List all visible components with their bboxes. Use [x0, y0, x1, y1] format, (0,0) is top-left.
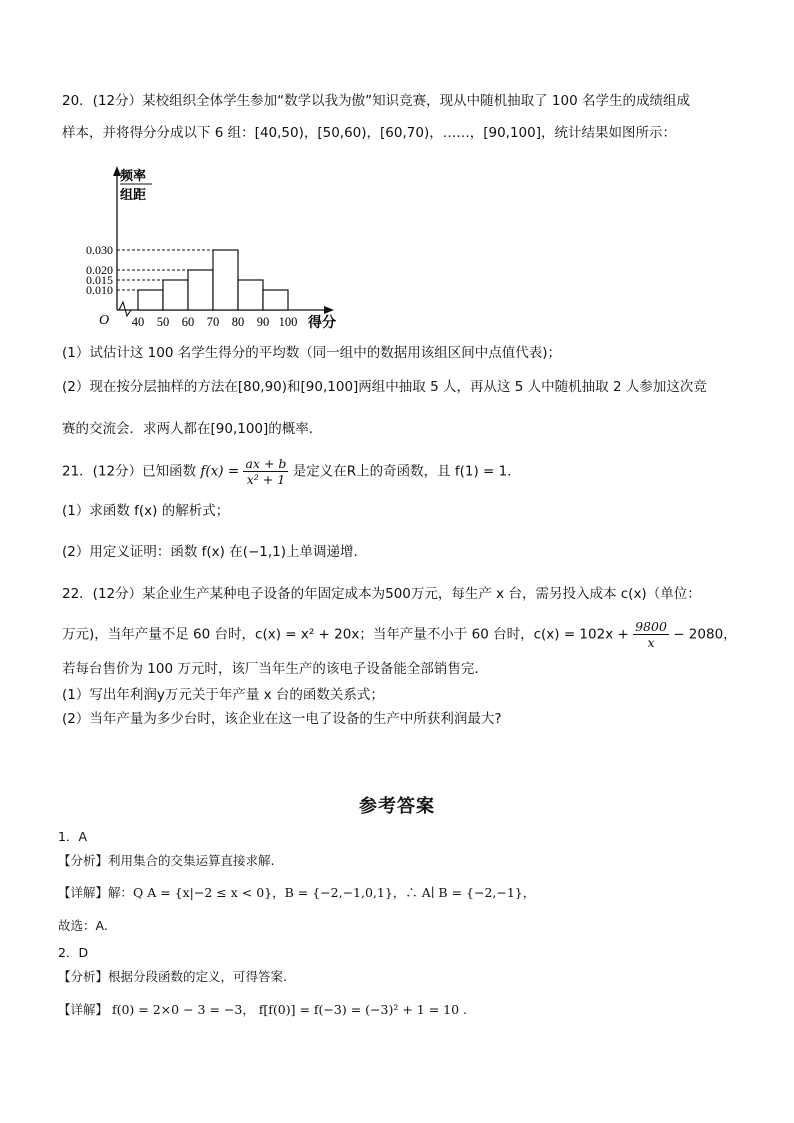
x-axis-arrow	[324, 306, 334, 314]
answer-1: 1．A	[58, 829, 88, 844]
x-axis-label: 得分	[308, 315, 336, 331]
answer-1-analysis: 【分析】利用集合的交集运算直接求解.	[58, 853, 275, 868]
q22-line2-prefix: 万元)，当年产量不足 60 台时，c(x) = x² + 20x；当年产量不小于 60 台时，c(x) = 102x +	[62, 626, 629, 643]
x-tick-label: 80	[231, 315, 245, 329]
q20-sub2a: (2）现在按分层抽样的方法在[80,90)和[90,100]两组中抽取 5 人，再从这 5 人中随机抽取 2 人参加这次竞	[62, 379, 707, 395]
q21-line1-prefix: 21．(12分）已知函数	[62, 463, 197, 480]
origin-label: O	[99, 313, 110, 328]
q22-sub2: (2）当年产量为多少台时，该企业在这一电了设备的生产中所获利润最大?	[62, 711, 502, 727]
q20-sub1: (1）试估计这 100 名学生得分的平均数（同一组中的数据用该组区间中点值代表)；	[62, 345, 561, 361]
answers-title: 参考答案	[359, 796, 435, 817]
y-tick-label: 0.010	[86, 283, 113, 297]
x-tick-label: 70	[206, 315, 220, 329]
q22-sub1: (1）写出年利润y万元关于年产量 x 台的函数关系式；	[62, 687, 384, 703]
q21-frac-num: ax + b	[245, 456, 287, 471]
frequency-histogram	[62, 158, 362, 333]
answer-1-choice: 故选：A.	[58, 918, 108, 933]
q21-fraction	[243, 456, 288, 487]
answer-1-detail: 【详解】解：Q A = {x|−2 ≤ x < 0}，B = {−2,−1,0,1}，∴ A∣ B = {−2,−1}，	[58, 885, 536, 900]
x-tick-label: 40	[131, 315, 145, 329]
answer-2-analysis: 【分析】根据分段函数的定义，可得答案.	[58, 969, 287, 984]
q20-line2: 样本，并将得分分成以下 6 组：[40,50)，[50,60)，[60,70)，……，[90,100]，统计结果如图所示：	[62, 125, 676, 141]
q22-line1: 22．(12分）某企业生产某种电子设备的年固定成本为500万元，每生产 x 台，需另投入成本 c(x)（单位：	[62, 586, 701, 602]
q22-line2-suffix: − 2080，	[673, 626, 737, 643]
y-tick-label: 0.020	[86, 263, 113, 277]
q22-line2	[62, 619, 737, 650]
q22-frac-den: x	[647, 635, 655, 650]
answer-2-detail: 【详解】 f(0) = 2×0 − 3 = −3， f[f(0)] = f(−3) = (−3)² + 1 = 10 .	[58, 1002, 467, 1017]
q22-frac-num: 9800	[635, 619, 667, 634]
q22-fraction	[633, 619, 669, 650]
q21-frac-den: x² + 1	[246, 472, 286, 487]
histogram-bar	[263, 290, 288, 310]
histogram-bar	[138, 290, 163, 310]
y-tick-label: 0.015	[86, 273, 113, 287]
q21-line1	[62, 456, 521, 487]
histogram-bar	[213, 250, 238, 310]
x-tick-label: 60	[181, 315, 195, 329]
answer-2: 2．D	[58, 945, 89, 960]
q21-func-left: f(x) =	[200, 463, 240, 480]
q20-sub2b: 赛的交流会．求两人都在[90,100]的概率．	[62, 421, 323, 437]
q22-line3: 若每台售价为 100 万元时，该厂当年生产的该电子设备能全部销售完．	[62, 661, 488, 677]
histogram-bar	[238, 280, 263, 310]
y-axis-label-bottom: 组距	[120, 188, 147, 203]
histogram-bar	[188, 270, 213, 310]
x-tick-label: 50	[156, 315, 170, 329]
q20-line1: 20．(12分）某校组织全体学生参加“数学以我为傲”知识竞赛，现从中随机抽取了 100 名学生的成绩组成	[62, 93, 690, 109]
axis-break-mark	[119, 302, 131, 316]
q21-line1-suffix: 是定义在R上的奇函数，且 f(1) = 1．	[292, 463, 521, 480]
x-tick-label: 100	[278, 315, 298, 329]
x-tick-label: 90	[256, 315, 270, 329]
q21-sub1: (1）求函数 f(x) 的解析式；	[62, 503, 230, 519]
y-axis-label-top: 频率	[120, 169, 147, 184]
y-tick-label: 0.030	[86, 243, 113, 257]
q21-sub2: (2）用定义证明：函数 f(x) 在(−1,1)上单调递增．	[62, 544, 368, 560]
histogram-bar	[163, 280, 188, 310]
